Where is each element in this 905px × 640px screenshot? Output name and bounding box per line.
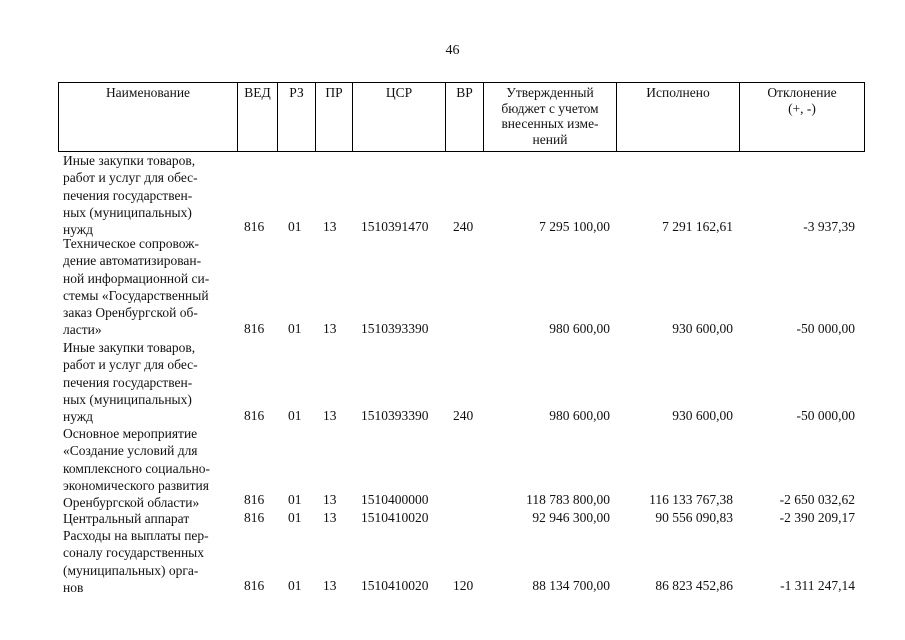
row-name: Основное мероприятие «Создание условий для комплексного социально- экономического развития Оренбургской области» (63, 426, 211, 511)
row-name: Иные закупки товаров, работ и услуг для обес- печения государствен- ных (муниципальных) нужд (63, 340, 198, 425)
header-ved: ВЕД (238, 83, 278, 151)
row-name: Расходы на выплаты пер- соналу государственных (муниципальных) орга- нов (63, 528, 209, 595)
row-vr: 240 (453, 408, 474, 423)
row-done: 90 556 090,83 (655, 510, 733, 525)
header-rz: РЗ (278, 83, 316, 151)
row-done: 86 823 452,86 (655, 578, 733, 593)
header-done: Исполнено (617, 83, 740, 151)
page-number: 46 (445, 43, 460, 58)
row-pr: 13 (323, 578, 337, 593)
row-budget: 980 600,00 (549, 321, 610, 336)
row-ved: 816 (244, 219, 265, 234)
header-pr: ПР (316, 83, 353, 151)
row-rz: 01 (288, 408, 302, 423)
row-rz: 01 (288, 219, 302, 234)
header-deviation: Отклонение (+, -) (767, 85, 837, 116)
row-rz: 01 (288, 321, 302, 336)
header-vr: ВР (446, 83, 484, 151)
row-budget: 118 783 800,00 (526, 492, 610, 507)
row-deviation: -1 311 247,14 (780, 578, 855, 593)
row-ved: 816 (244, 408, 265, 423)
row-rz: 01 (288, 510, 302, 525)
row-name: Техническое сопровож- дение автоматизирован- ной информационной си- стемы «Государственный заказ Оренбургской об- ласти» (63, 236, 210, 338)
row-csr: 1510410020 (361, 510, 429, 525)
row-pr: 13 (323, 321, 337, 336)
row-csr: 1510393390 (361, 408, 429, 423)
row-deviation: -2 390 209,17 (779, 510, 855, 525)
row-rz: 01 (288, 492, 302, 507)
row-pr: 13 (323, 408, 337, 423)
row-deviation: -50 000,00 (796, 408, 855, 423)
row-ved: 816 (244, 510, 265, 525)
row-done: 930 600,00 (672, 408, 733, 423)
row-ved: 816 (244, 321, 265, 336)
header-csr: ЦСР (353, 83, 446, 151)
row-csr: 1510410020 (361, 578, 429, 593)
table-header (58, 82, 865, 152)
row-vr: 120 (453, 578, 474, 593)
row-done: 116 133 767,38 (649, 492, 733, 507)
row-deviation: -3 937,39 (803, 219, 855, 234)
header-budget: Утвержденный бюджет с учетом внесенных изме- нений (484, 83, 617, 151)
row-pr: 13 (323, 510, 337, 525)
row-done: 7 291 162,61 (662, 219, 733, 234)
header-name: Наименование (59, 83, 238, 151)
row-name: Центральный аппарат (63, 511, 190, 526)
row-csr: 1510391470 (361, 219, 429, 234)
row-ved: 816 (244, 578, 265, 593)
row-budget: 88 134 700,00 (532, 578, 610, 593)
row-pr: 13 (323, 492, 337, 507)
row-csr: 1510400000 (361, 492, 429, 507)
row-vr: 240 (453, 219, 474, 234)
row-budget: 7 295 100,00 (539, 219, 610, 234)
row-rz: 01 (288, 578, 302, 593)
row-done: 930 600,00 (672, 321, 733, 336)
row-budget: 92 946 300,00 (532, 510, 610, 525)
row-deviation: -2 650 032,62 (779, 492, 855, 507)
row-csr: 1510393390 (361, 321, 429, 336)
row-ved: 816 (244, 492, 265, 507)
row-pr: 13 (323, 219, 337, 234)
row-budget: 980 600,00 (549, 408, 610, 423)
row-deviation: -50 000,00 (796, 321, 855, 336)
row-name: Иные закупки товаров, работ и услуг для обес- печения государствен- ных (муниципальных) нужд (63, 153, 198, 238)
